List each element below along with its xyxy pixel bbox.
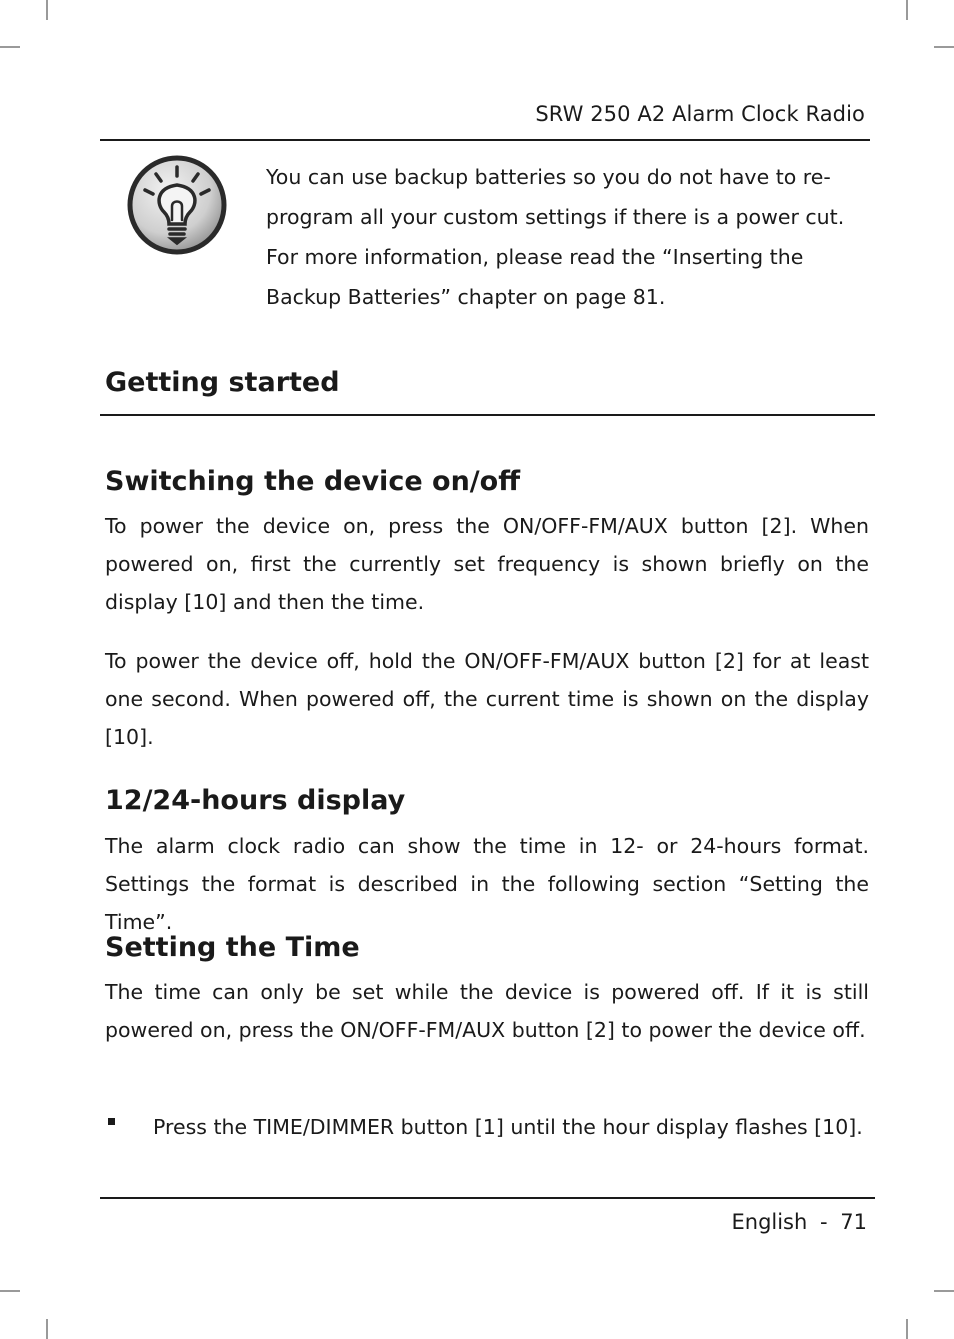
tip-line: Backup Batteries” chapter on page 81. [266, 285, 666, 309]
paragraph-hours-display: The alarm clock radio can show the time in 12- or 24-hours format. Settings the format is described in the following section “Setting the Time”. [105, 834, 869, 934]
heading-switching: Switching the device on/off [105, 466, 521, 497]
page-number: 71 [840, 1210, 867, 1234]
heading-hours-display: 12/24-hours display [105, 785, 406, 816]
heading-setting-time: Setting the Time [105, 932, 360, 963]
crop-mark [906, 1319, 908, 1339]
crop-mark [46, 0, 48, 20]
footer-separator: - [820, 1210, 828, 1234]
tip-line: program all your custom settings if there is a power cut. [266, 205, 845, 229]
crop-mark [906, 0, 908, 20]
tip-line: For more information, please read the “Inserting the [266, 245, 804, 269]
bullet-item: Press the TIME/DIMMER button [1] until the hour display flashes [10]. [153, 1115, 863, 1139]
footer-rule [100, 1197, 875, 1199]
section-title: Getting started [105, 367, 340, 398]
lightbulb-icon [126, 154, 228, 256]
bullet-marker [108, 1118, 115, 1125]
crop-mark [934, 1290, 954, 1292]
tip-line: You can use backup batteries so you do not have to re- [266, 165, 831, 189]
header-rule [100, 139, 870, 141]
crop-mark [46, 1319, 48, 1339]
paragraph-setting-time: The time can only be set while the device is powered off. If it is still powered on, press the ON/OFF-FM/AUX button [2] to power the device off. [105, 980, 869, 1042]
footer-language: English [731, 1210, 808, 1234]
running-header: SRW 250 A2 Alarm Clock Radio [535, 102, 865, 126]
paragraph-power-on: To power the device on, press the ON/OFF-FM/AUX button [2]. When powered on, first the currently set frequency is shown briefly on the display [10] and then the time. [105, 514, 869, 614]
page-footer [731, 1207, 867, 1237]
tip-text [266, 157, 866, 317]
crop-mark [0, 46, 20, 48]
paragraph-power-off: To power the device off, hold the ON/OFF-FM/AUX button [2] for at least one second. When powered off, the current time is shown on the display [10]. [105, 649, 869, 749]
crop-mark [0, 1290, 20, 1292]
crop-mark [934, 46, 954, 48]
section-rule [100, 414, 875, 416]
